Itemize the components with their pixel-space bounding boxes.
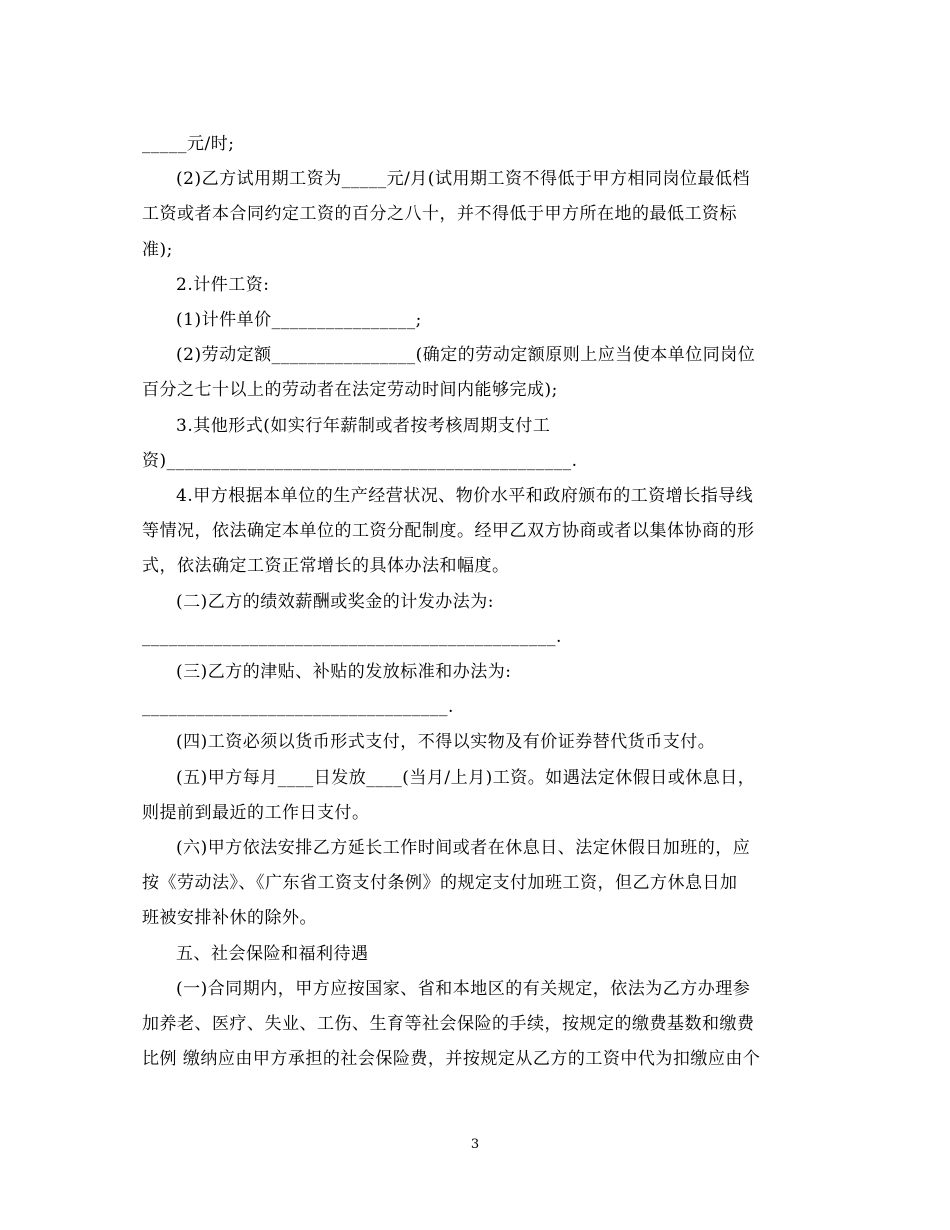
text-line: 比例 缴纳应由甲方承担的社会保险费，并按规定从乙方的工资中代为扣缴应由个 <box>142 1049 761 1070</box>
text-line: 式，依法确定工资正常增长的具体办法和幅度。 <box>142 556 510 577</box>
text-line: 准); <box>142 239 173 260</box>
document-body <box>142 127 812 1077</box>
text-line: (1)计件单价________________; <box>176 310 422 331</box>
text-line: 则提前到最近的工作日支付。 <box>142 802 370 823</box>
text-line: (六)甲方依法安排乙方延长工作时间或者在休息日、法定休假日加班的，应 <box>176 838 751 859</box>
page-number: 3 <box>470 1137 480 1152</box>
text-line: (2)劳动定额________________(确定的劳动定额原则上应当使本单位同岗位 <box>176 345 756 366</box>
text-line: __________________________________. <box>142 697 454 718</box>
text-line: 工资或者本合同约定工资的百分之八十，并不得低于甲方所在地的最低工资标 <box>142 204 737 225</box>
text-line: 班被安排补休的除外。 <box>142 908 317 929</box>
text-line: (三)乙方的津贴、补贴的发放标准和办法为: <box>176 662 512 683</box>
text-line: (一)合同期内，甲方应按国家、省和本地区的有关规定，依法为乙方办理参 <box>176 978 751 999</box>
text-line: 4.甲方根据本单位的生产经营状况、物价水平和政府颁布的工资增长指导线 <box>176 486 754 507</box>
text-line: (2)乙方试用期工资为_____元/月(试用期工资不得低于甲方相同岗位最低档 <box>176 169 750 190</box>
text-line: 3.其他形式(如实行年薪制或者按考核周期支付工 <box>176 415 551 436</box>
text-line: ______________________________________________. <box>142 626 562 647</box>
text-line: 2.计件工资: <box>176 274 270 295</box>
text-line: 加养老、医疗、失业、工伤、生育等社会保险的手续，按规定的缴费基数和缴费 <box>142 1014 755 1035</box>
text-line: 按《劳动法》、《广东省工资支付条例》的规定支付加班工资，但乙方休息日加 <box>142 873 738 894</box>
text-line: (五)甲方每月____日发放____(当月/上月)工资。如遇法定休假日或休息日， <box>176 767 756 788</box>
text-line: (二)乙方的绩效薪酬或奖金的计发办法为: <box>176 591 494 612</box>
text-line: 百分之七十以上的劳动者在法定劳动时间内能够完成); <box>142 380 558 401</box>
text-line: 等情况，依法确定本单位的工资分配制度。经甲乙双方协商或者以集体协商的形 <box>142 521 755 542</box>
section-heading: 五、社会保险和福利待遇 <box>176 943 369 964</box>
text-line: _____元/时; <box>142 134 235 154</box>
text-line: (四)工资必须以货币形式支付，不得以实物及有价证券替代货币支付。 <box>176 732 716 753</box>
text-line: 资)_____________________________________________. <box>142 450 578 471</box>
